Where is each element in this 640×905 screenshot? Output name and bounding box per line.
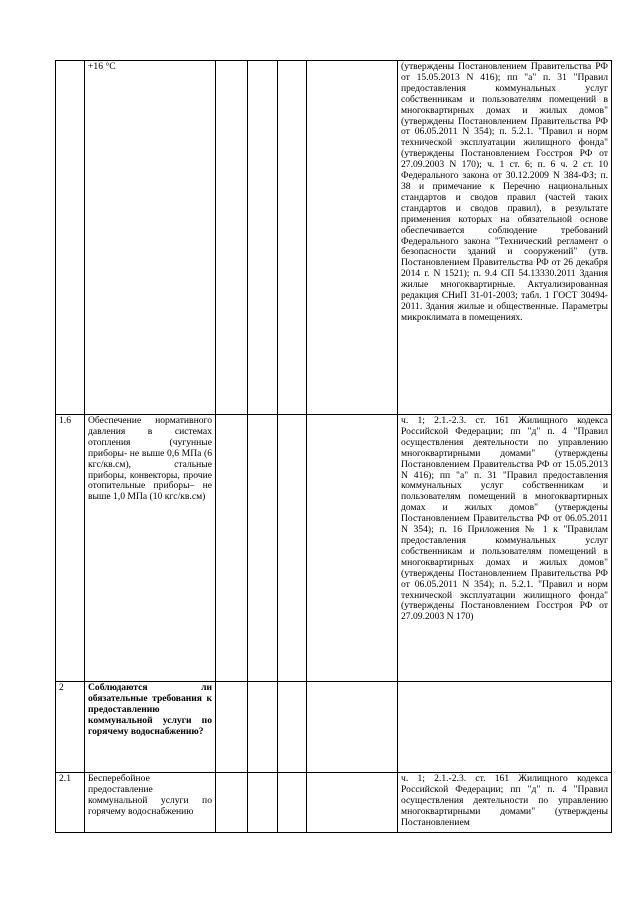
- legal-requirements: ч. 1; 2.1.-2.3. ст. 161 Жилищного кодекса Российской Федерации; пп "д" п. 4 "Правил осуществления деятельности по управлению многоквартирными домами" (утверждены Постановлением Правительства РФ от 15.05.2013 N 416); пп "а" п. 31 "Правил предоставления коммунальных услуг собственникам и пользователям помещений в многоквартирных домах и жилых домов" (утверждены Постановлением Правительства РФ от 06.05.2011 N 354); п. 16 Приложения № 1 к "Правилам предоставления коммунальных услуг собственникам и пользователям помещений в многоквартирных домах и жилых домов" (утверждены Постановлением Правительства РФ от 06.05.2011 N 354); п. 5.2.1. "Правил и норм технической эксплуатации жилищного фонда" (утверждены Постановлением Госстроя РФ от 27.09.2003 N 170): [398, 415, 612, 682]
- legal-requirements: (утверждены Постановлением Правительства РФ от 15.05.2013 N 416); пп "а" п. 31 "Правил предоставления коммунальных услуг собственникам и пользователям помещений в многоквартирных домах и жилых домов" (утверждены Постановлением Правительства РФ от 06.05.2011 N 354); п. 5.2.1. "Правил и норм технической эксплуатации жилищного фонда" (утверждены Постановлением Госстроя РФ от 27.09.2003 N 170); ч. 1 ст. 6; п. 6 ч. 2 ст. 10 Федерального закона от 30.12.2009 N 384-ФЗ; п. 38 и примечание к Перечню национальных стандартов и сводов правил (частей таких стандартов и сводов правил), в результате применения которых на обязательной основе обеспечивается соблюдение требований Федерального закона "Технический регламент о безопасности зданий и сооружений" (утв. Постановлением Правительства РФ от 26 декабря 2014 г. N 1521); п. 9.4 СП 54.13330.2011 Здания жилые многоквартирные. Актуализированная редакция СНиП 31-01-2003; табл. 1 ГОСТ 30494-2011. Здания жилые и общественные. Параметры микроклимата в помещениях.: [398, 61, 612, 415]
- comment-cell: [307, 773, 398, 833]
- row-description: Бесперебойное предоставление коммунальной услуги по горячему водоснабжению: [85, 773, 216, 833]
- section-question: Соблюдаются ли обязательные требования к предоставлению коммунальной услуги по горячему водоснабжению?: [85, 682, 216, 773]
- answer-yes-cell: [216, 773, 248, 833]
- answer-na-cell: [278, 415, 307, 682]
- answer-no-cell: [248, 773, 278, 833]
- answer-yes-cell: [216, 682, 248, 773]
- answer-na-cell: [278, 773, 307, 833]
- answer-no-cell: [248, 415, 278, 682]
- comment-cell: [307, 682, 398, 773]
- answer-yes-cell: [216, 415, 248, 682]
- row-number: 2: [56, 682, 85, 773]
- row-number: [56, 61, 85, 415]
- answer-no-cell: [248, 61, 278, 415]
- table-row: [56, 773, 612, 833]
- table-row: [56, 682, 612, 773]
- legal-requirements: [398, 682, 612, 773]
- requirements-table: [55, 60, 612, 833]
- row-number: 1.6: [56, 415, 85, 682]
- answer-no-cell: [248, 682, 278, 773]
- row-description: +16 °C: [85, 61, 216, 415]
- comment-cell: [307, 415, 398, 682]
- legal-requirements: ч. 1; 2.1.-2.3. ст. 161 Жилищного кодекса Российской Федерации; пп "д" п. 4 "Правил осуществления деятельности по управлению многоквартирными домами" (утверждены Постановлением: [398, 773, 612, 833]
- answer-na-cell: [278, 682, 307, 773]
- row-description: Обеспечение нормативного давления в системах отопления (чугунные приборы- не выше 0,6 МПа (6 кгс/кв.см), стальные приборы, конвекторы, прочие отопительные приборы– не выше 1,0 МПа (10 кгс/кв.см): [85, 415, 216, 682]
- comment-cell: [307, 61, 398, 415]
- table-row: [56, 61, 612, 415]
- answer-na-cell: [278, 61, 307, 415]
- table-row: [56, 415, 612, 682]
- row-number: 2.1: [56, 773, 85, 833]
- answer-yes-cell: [216, 61, 248, 415]
